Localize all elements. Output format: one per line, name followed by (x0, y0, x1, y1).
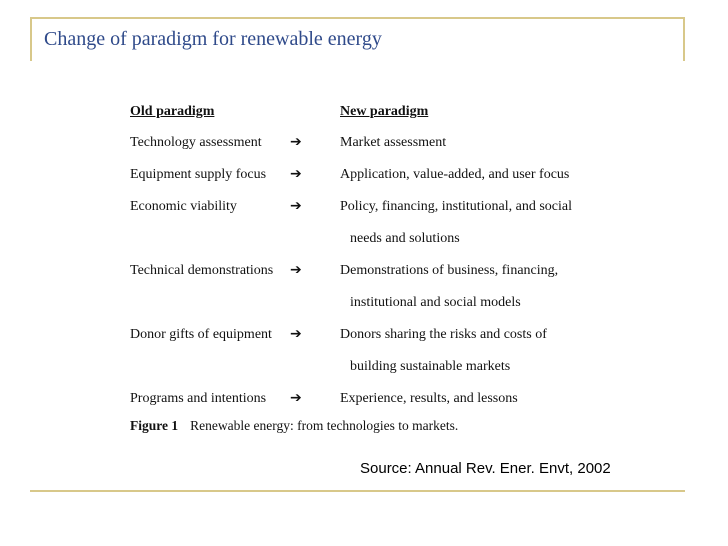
new-item-policy-financing: Policy, financing, institutional, and social (340, 199, 572, 214)
figure-caption-text: Renewable energy: from technologies to markets. (190, 418, 459, 433)
new-item-business-demonstrations-cont: institutional and social models (350, 295, 521, 310)
figure-caption (130, 418, 458, 434)
old-item-economic-viability: Economic viability (130, 199, 237, 214)
source-citation: Source: Annual Rev. Ener. Envt, 2002 (360, 460, 611, 477)
arrow-right-icon: ➔ (290, 198, 302, 214)
bottom-rule (30, 490, 685, 492)
new-item-application-focus: Application, value-added, and user focus (340, 167, 570, 182)
figure-caption-label: Figure 1 (130, 418, 179, 433)
old-item-technology-assessment: Technology assessment (130, 135, 262, 150)
old-paradigm-header: Old paradigm (130, 104, 215, 119)
new-item-business-demonstrations: Demonstrations of business, financing, (340, 263, 559, 278)
new-item-market-assessment: Market assessment (340, 135, 447, 150)
new-item-policy-financing-cont: needs and solutions (350, 231, 460, 246)
slide-title: Change of paradigm for renewable energy (44, 28, 382, 50)
old-item-programs-intentions: Programs and intentions (130, 391, 267, 406)
old-item-technical-demonstrations: Technical demonstrations (130, 263, 274, 278)
arrow-right-icon: ➔ (290, 262, 302, 278)
arrow-right-icon: ➔ (290, 134, 302, 150)
new-item-donors-sharing: Donors sharing the risks and costs of (340, 327, 547, 342)
old-item-donor-gifts: Donor gifts of equipment (130, 327, 272, 342)
arrow-right-icon: ➔ (290, 326, 302, 342)
arrow-right-icon: ➔ (290, 166, 302, 182)
new-paradigm-header: New paradigm (340, 104, 429, 119)
arrow-right-icon: ➔ (290, 390, 302, 406)
new-item-experience-results: Experience, results, and lessons (340, 391, 518, 406)
new-item-donors-sharing-cont: building sustainable markets (350, 359, 511, 374)
old-item-equipment-supply: Equipment supply focus (130, 167, 267, 182)
